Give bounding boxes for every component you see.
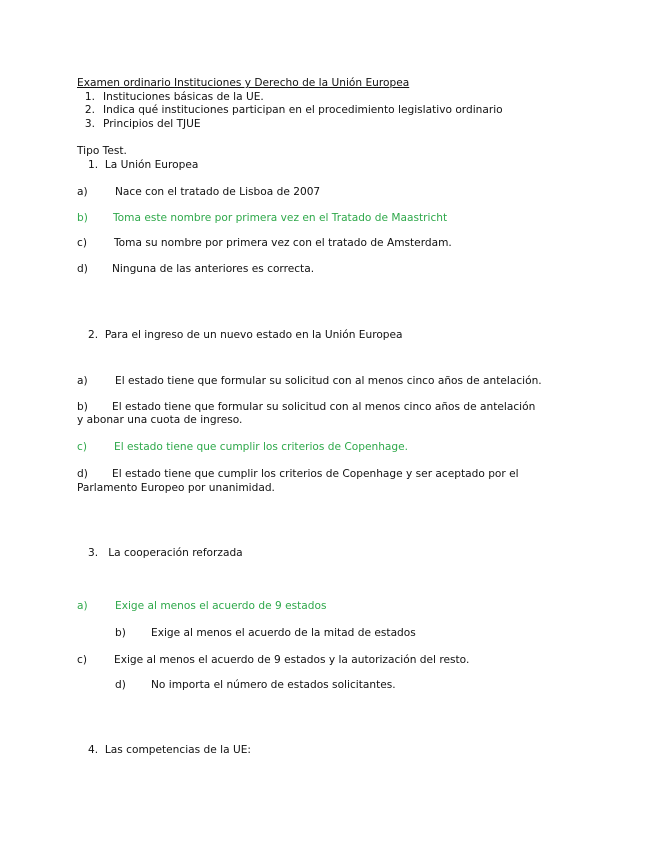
- option-letter: d): [115, 679, 126, 691]
- option-text-correct: Exige al menos el acuerdo de 9 estados: [115, 600, 327, 612]
- option-text: Nace con el tratado de Lisboa de 2007: [115, 186, 321, 198]
- question-number: 1.: [88, 159, 99, 171]
- test-heading: Tipo Test.: [77, 145, 127, 157]
- option-text-continuation: y abonar una cuota de ingreso.: [77, 414, 243, 426]
- option-letter: c): [77, 654, 87, 666]
- option-letter: a): [77, 186, 88, 198]
- option-letter-correct: b): [77, 212, 88, 224]
- question-text: Las competencias de la UE:: [104, 744, 251, 756]
- option-letter: d): [77, 263, 88, 275]
- option-letter: b): [115, 627, 126, 639]
- question-title: [88, 158, 198, 172]
- option-letter-correct: c): [77, 441, 87, 453]
- topic-number: 1.: [84, 91, 95, 103]
- question-number: 3.: [88, 547, 99, 559]
- option-letter: d): [77, 468, 88, 480]
- question-title: [88, 546, 243, 560]
- option-letter-correct: a): [77, 600, 88, 612]
- topic-item: [77, 90, 264, 104]
- topic-number: 3.: [84, 118, 95, 130]
- topic-item: [77, 103, 503, 117]
- question-title: [88, 743, 251, 757]
- question-number: 2.: [88, 329, 99, 341]
- question-number: 4.: [88, 744, 99, 756]
- option-text: Ninguna de las anteriores es correcta.: [112, 263, 315, 275]
- question-title: [88, 328, 403, 342]
- option-text-continuation: Parlamento Europeo por unanimidad.: [77, 482, 275, 494]
- option-text: El estado tiene que formular su solicitud con al menos cinco años de antelación.: [115, 375, 542, 387]
- option-text: Toma su nombre por primera vez con el tratado de Amsterdam.: [114, 237, 452, 249]
- option-letter: a): [77, 375, 88, 387]
- topic-text: Principios del TJUE: [103, 118, 201, 130]
- topic-number: 2.: [84, 104, 95, 116]
- option-letter: c): [77, 237, 87, 249]
- option-text: Exige al menos el acuerdo de 9 estados y la autorización del resto.: [114, 654, 470, 666]
- option-text-correct: Toma este nombre por primera vez en el Tratado de Maastricht: [113, 212, 448, 224]
- option-text: El estado tiene que formular su solicitud con al menos cinco años de antelación: [112, 401, 536, 413]
- option-text-correct: El estado tiene que cumplir los criterios de Copenhage.: [114, 441, 409, 453]
- option-text: Exige al menos el acuerdo de la mitad de estados: [151, 627, 416, 639]
- option-letter: b): [77, 401, 88, 413]
- question-text: La cooperación reforzada: [108, 547, 243, 559]
- topic-text: Indica qué instituciones participan en el procedimiento legislativo ordinario: [103, 104, 503, 116]
- question-text: La Unión Europea: [104, 159, 199, 171]
- question-text: Para el ingreso de un nuevo estado en la Unión Europea: [104, 329, 403, 341]
- option-text: No importa el número de estados solicitantes.: [151, 679, 396, 691]
- page-title: Examen ordinario Instituciones y Derecho de la Unión Europea: [77, 77, 410, 89]
- topic-text: Instituciones básicas de la UE.: [103, 91, 264, 103]
- topic-item: [77, 117, 201, 131]
- option-text: El estado tiene que cumplir los criterios de Copenhage y ser aceptado por el: [112, 468, 519, 480]
